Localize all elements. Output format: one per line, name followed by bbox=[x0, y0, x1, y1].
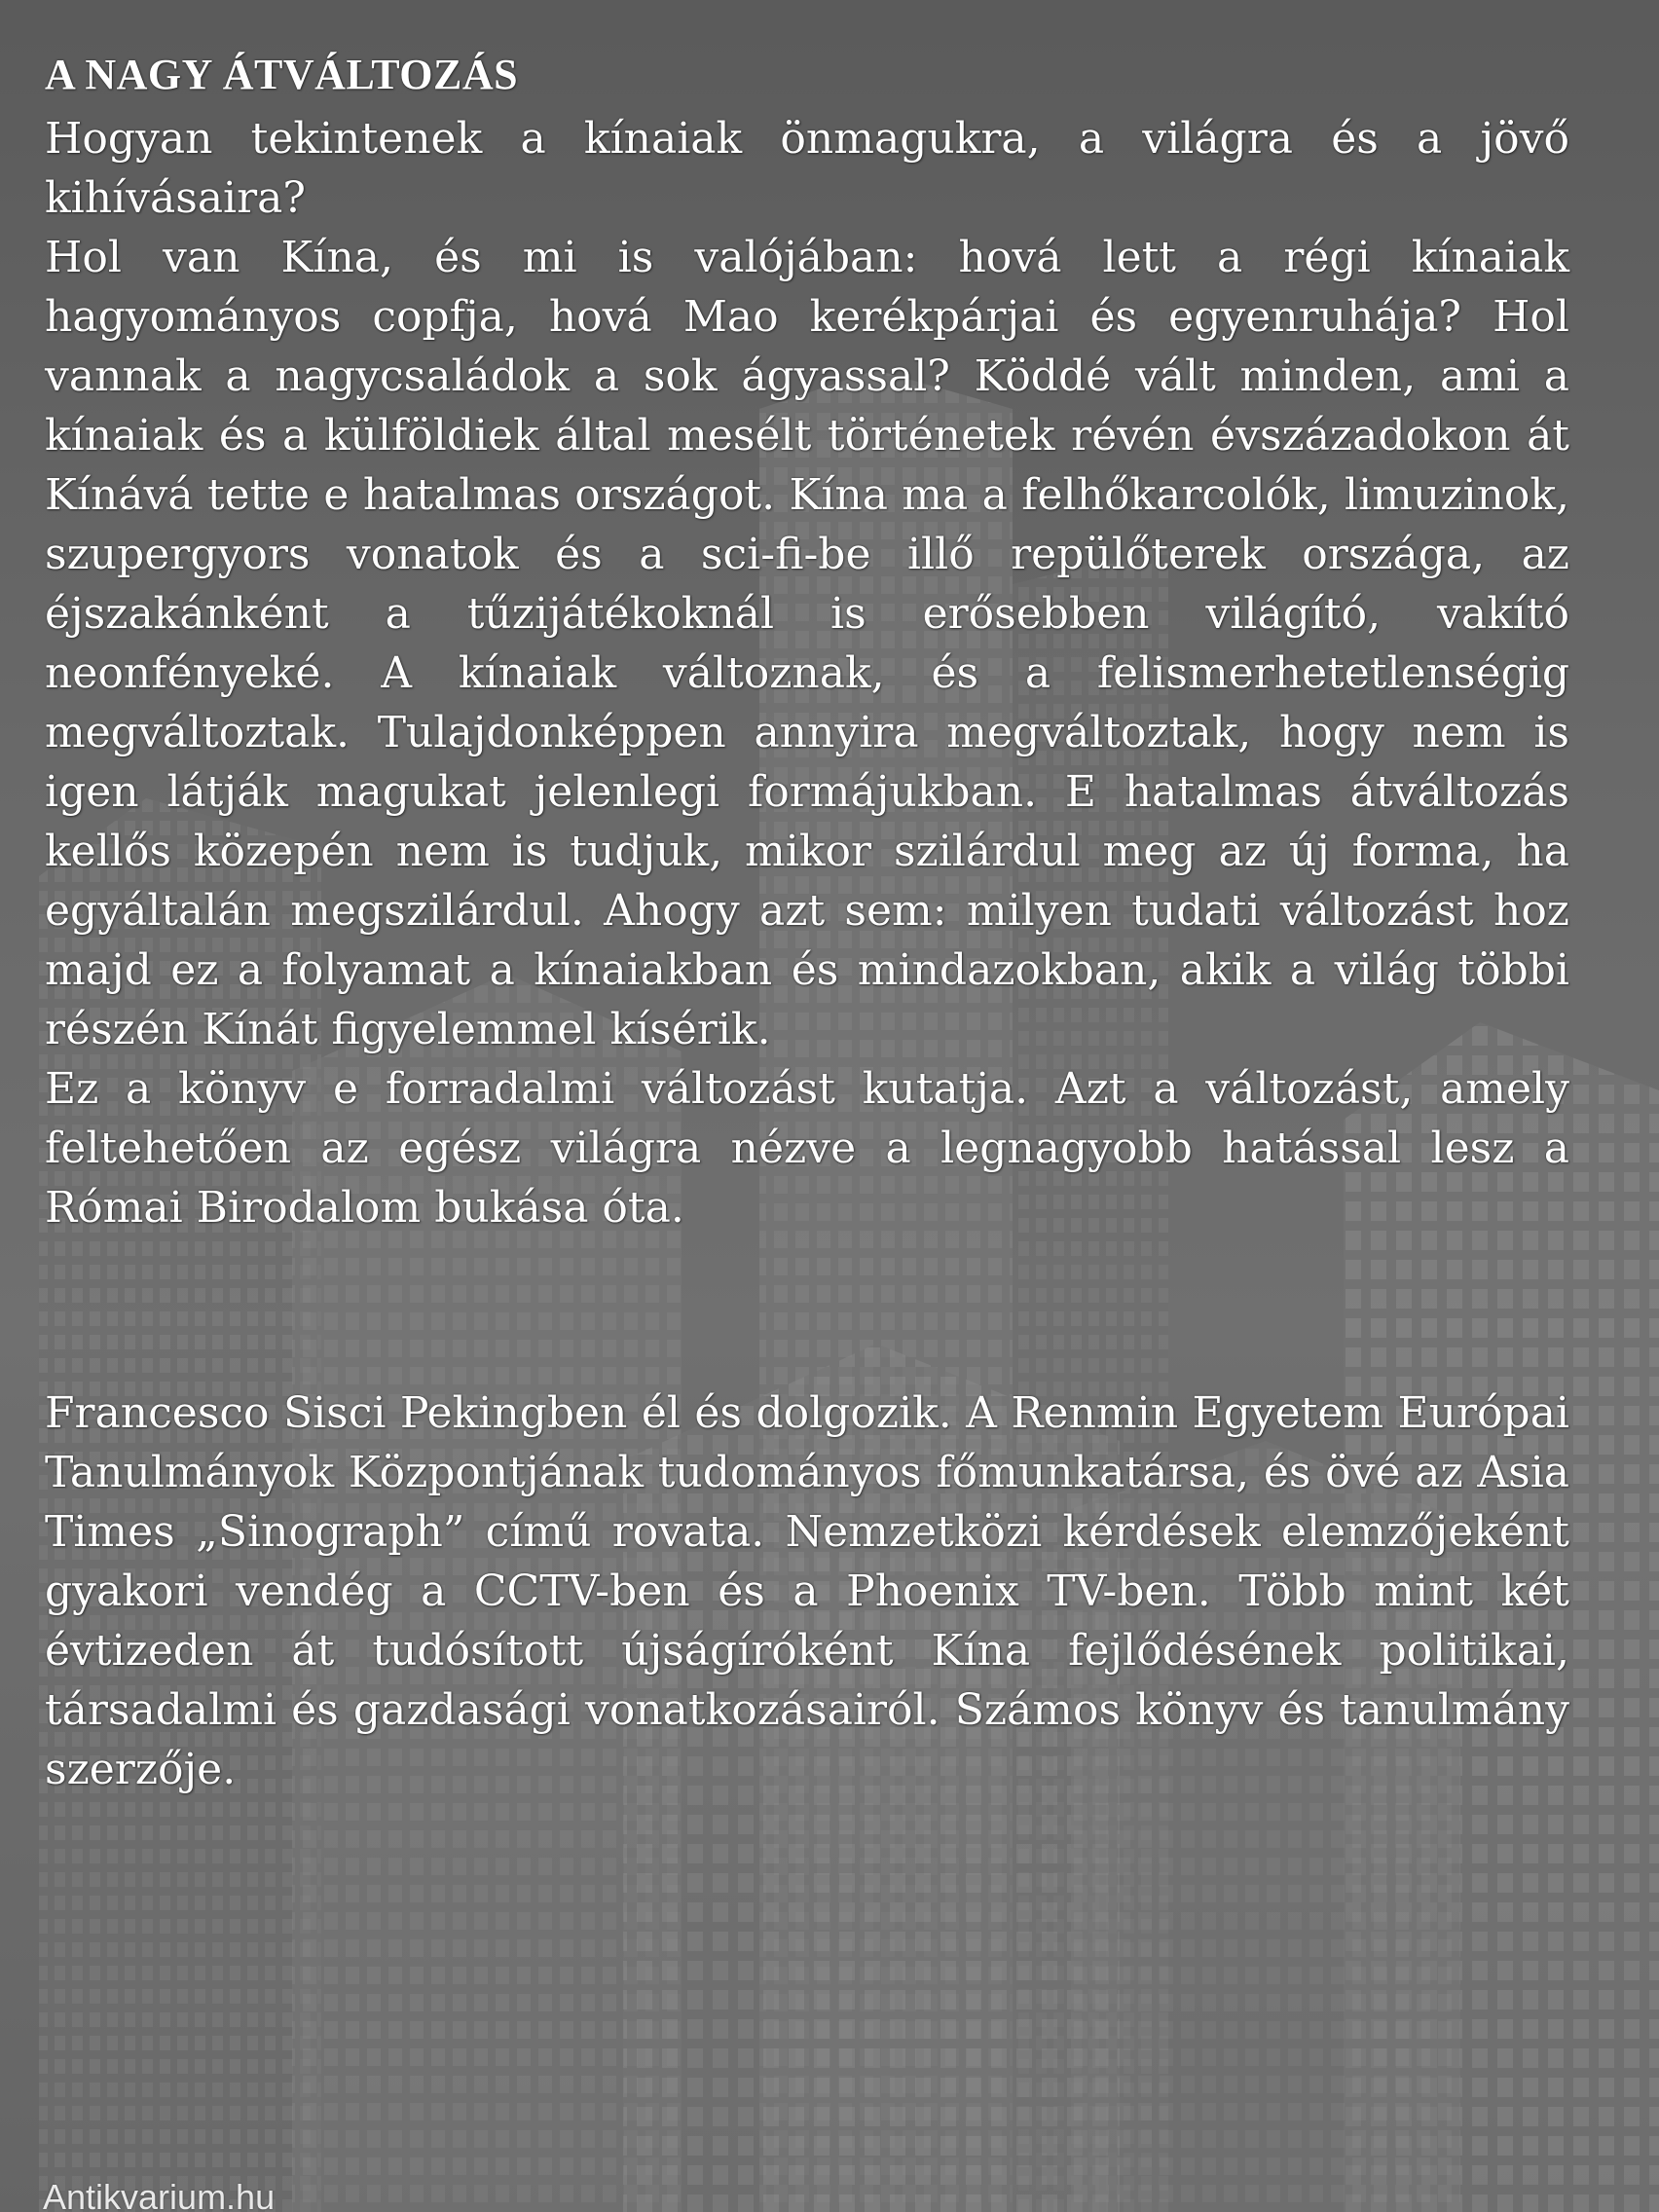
summary-paragraph: Ez a könyv e forradalmi változást kutatja. Azt a változást, amely feltehetően az egész világra nézve a legnagyobb hatással lesz a Római Birodalom bukása óta. bbox=[45, 1064, 1569, 1233]
watermark-footer: Antikvarium.hu bbox=[43, 2177, 276, 2212]
book-title: A NAGY ÁTVÁLTOZÁS bbox=[45, 51, 519, 98]
author-bio: Francesco Sisci Pekingben él és dolgozik. A Renmin Egyetem Európai Tanulmányok Központjának tudományos főmunkatársa, és övé az Asia Times „Sinograph” című rovata. Nemzetközi kérdések elemzőjeként gyakori vendég a CCTV-ben és a Phoenix TV-ben. Több mint két évtizeden át tudósított újságíróként Kína fejlődésének politikai, társadalmi és gazdasági vonatkozásairól. Számos könyv és tanulmány szerzője. bbox=[45, 1388, 1569, 1794]
section-gap bbox=[45, 1237, 1569, 1383]
description-paragraph: Hol van Kína, és mi is valójában: hová lett a régi kínaiak hagyományos copfja, hová Mao kerékpárjai és egyenruhája? Hol vannak a nagycsaládok a sok ágyassal? Köddé vált minden, ami a kínaiak és a külföldiek által mesélt történetek révén évszázadokon át Kínává tette e hatalmas országot. Kína ma a felhőkarcolók, limuzinok, szupergyors vonatok és a sci-fi-be illő repülőterek országa, az éjszakánként a tűzijátékoknál is erősebben világító, vakító neonfényeké. A kínaiak változnak, és a felismerhetetlenségig megváltoztak. Tulajdonképpen annyira megváltoztak, hogy nem is igen látják magukat jelenlegi formájukban. E hatalmas átváltozás kellős közepén nem is tudjuk, mikor szilárdul meg az új forma, ha egyáltalán megszilárdul. Ahogy azt sem: milyen tudati változást hoz majd ez a folyamat a kínaiakban és mindazokban, akik a világ többi részén Kínát figyelemmel kísérik. bbox=[45, 233, 1569, 1054]
intro-question: Hogyan tekintenek a kínaiak önmagukra, a világra és a jövő kihívásaira? bbox=[45, 114, 1569, 223]
text-block bbox=[45, 49, 1569, 1799]
